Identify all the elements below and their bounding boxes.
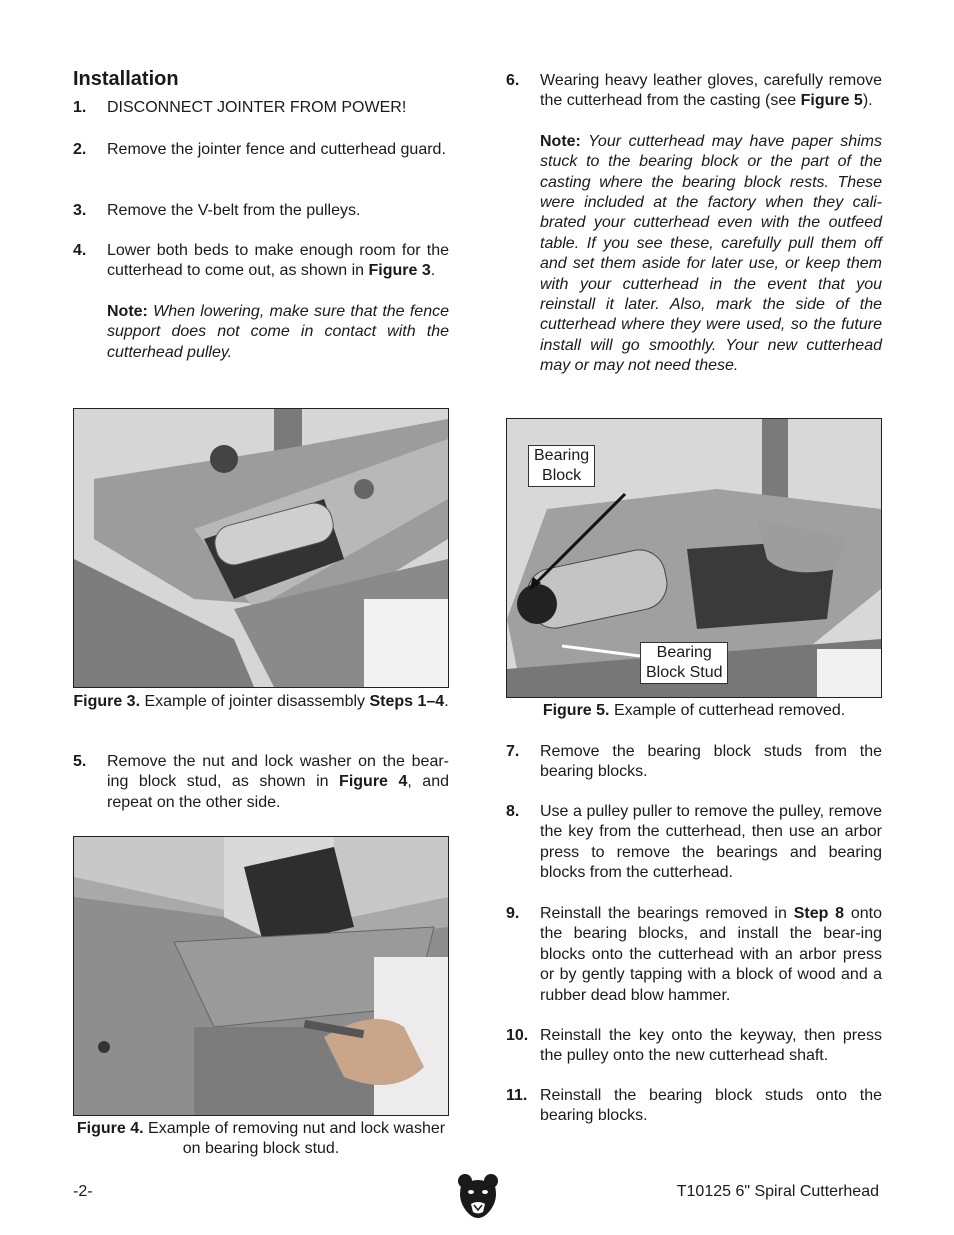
document-title: T10125 6" Spiral Cutterhead [676, 1183, 879, 1200]
figure-3-caption: Figure 3. Example of jointer disassembly Steps 1–4. [73, 693, 449, 710]
step-1: 1. DISCONNECT JOINTER FROM POWER! [73, 99, 407, 116]
jointer-photo-illustration [74, 409, 448, 687]
step-2: 2. Remove the jointer fence and cutterhead guard. [73, 141, 446, 158]
step-10: 10. Reinstall the key onto the keyway, then press the pulley onto the new cutterhead shaft. [506, 1027, 882, 1065]
section-heading: Installation [73, 68, 179, 90]
figure-3-photo [73, 408, 449, 688]
step-3: 3. Remove the V-belt from the pulleys. [73, 202, 361, 219]
figure-4-caption: Figure 4. Example of removing nut and lock washer on bearing block stud. [76, 1120, 446, 1157]
step-8-ref: Step 8 [793, 905, 845, 922]
step-9: 9. Reinstall the bearings removed in Step 8 onto the bearing blocks, and install the bear-ing blocks onto the cutterhead with an arbor press or by gently tapping with a block of wood and a rubber dead blow hammer. [506, 905, 883, 1004]
page-number: -2- [73, 1183, 93, 1200]
step-8: 8. Use a pulley puller to remove the pulley, remove the key from the cutterhead, then use an arbor press to remove the bearings and bearing blocks from the cutterhead. [506, 803, 882, 882]
figure-5-ref: Figure 5 [800, 92, 863, 110]
figure-4-photo [73, 836, 449, 1116]
bearing-stud-photo-illustration [74, 837, 448, 1115]
bearing-block-callout: Bearing Block [528, 445, 595, 487]
step-11: 11. Reinstall the bearing block studs onto the bearing blocks. [506, 1087, 882, 1125]
step-6: 6. Wearing heavy leather gloves, carefully remove the cutterhead from the casting (see Figure 5). Note: Your cutterhead may have paper shims stuck to the bearing block or the part of the casting where the bearing block rests. These were included at the factory when they cali-brated your cutterhead even with the outfeed table. If you see these, carefully pull them off and set them aside for later use, or keep them with your cutterhead in the event that you reinstall it later. Also, mark the side of the cutterhead where they were used, so the future install will go smoothly. Your new cutterhead may or may not need these. [506, 71, 882, 377]
step-4-note: Note: When lowering, make sure that the fence support does not come in contact with the cutterhead pulley. [107, 302, 449, 361]
figure-4-ref: Figure 4 [339, 773, 408, 791]
bear-logo-icon [457, 1172, 499, 1220]
step-4: 4. Lower both beds to make enough room for the cutterhead to come out, as shown in Figure 3. Note: When lowering, make sure that the fence support does not come in contact with the cutterhead pulley. [73, 241, 449, 363]
step-7: 7. Remove the bearing block studs from the bearing blocks. [506, 743, 882, 781]
step-6-note: Note: Your cutterhead may have paper shims stuck to the bearing block or the part of the casting where the bearing block rests. These were included at the factory when they cali-brated your cutterhead even with the outfeed table. If you see these, carefully pull them off and set them aside for later use, or keep them with your cutterhead in the event that you reinstall it later. Also, mark the side of the cutterhead where they were used, so the future install will go smoothly. Your new cutterhead may or may not need these. [540, 132, 882, 375]
figure-5-caption: Figure 5. Example of cutterhead removed. [542, 702, 846, 719]
step-5: 5. Remove the nut and lock washer on the bear-ing block stud, as shown in Figure 4, and repeat on the other side. [73, 753, 449, 811]
bearing-block-stud-callout: Bearing Block Stud [640, 642, 728, 684]
figure-5-photo [506, 418, 882, 698]
figure-3-ref: Figure 3 [368, 262, 431, 280]
